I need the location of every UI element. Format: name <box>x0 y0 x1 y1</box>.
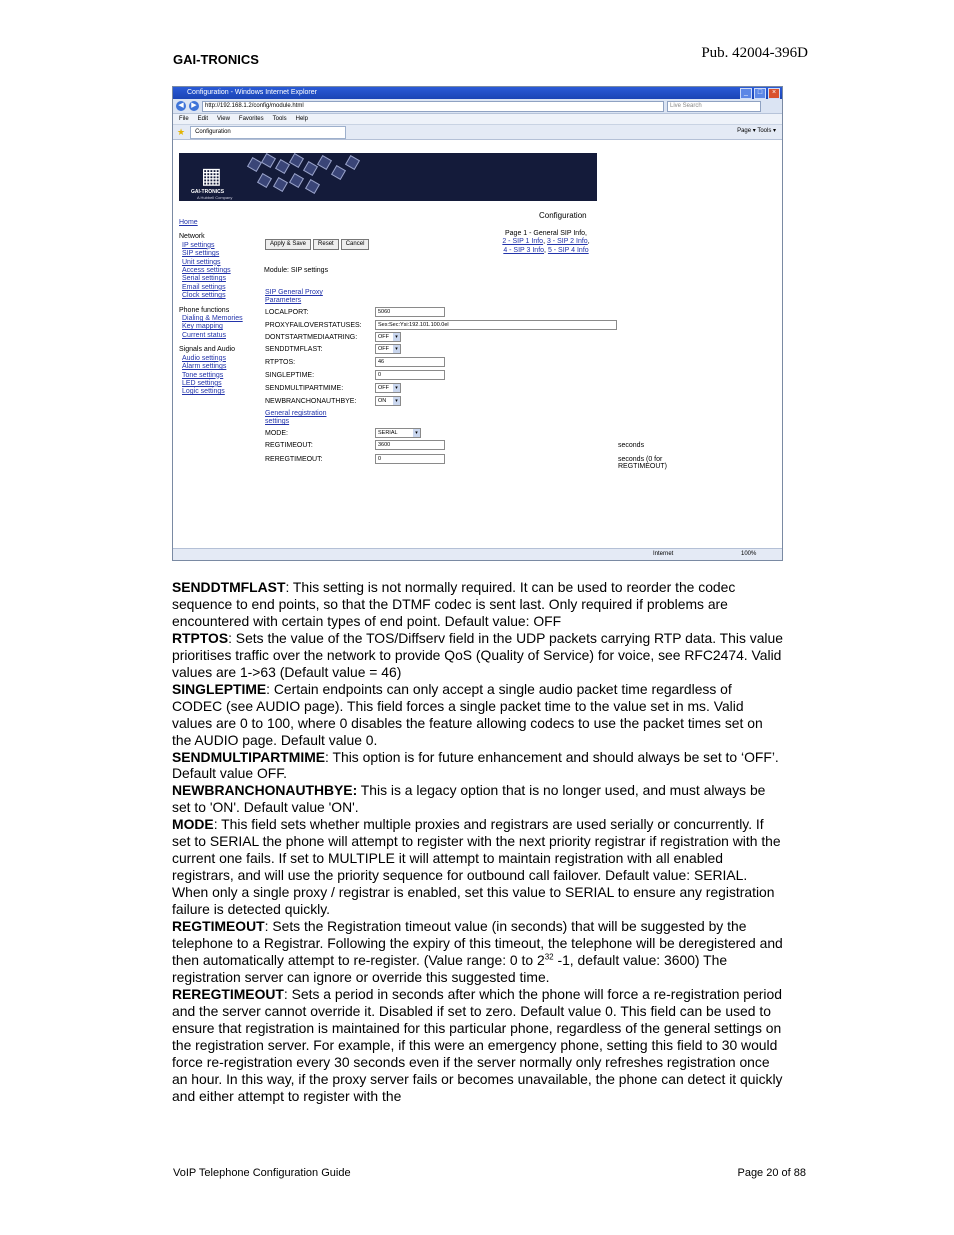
logo-icon: ▦ <box>201 163 222 188</box>
sendmulti-label: SENDMULTIPARTMIME: <box>265 385 344 392</box>
reset-button[interactable]: Reset <box>313 239 339 250</box>
forward-icon[interactable]: ▶ <box>189 101 199 111</box>
sidebar-group-label: Signals and Audio <box>179 346 236 354</box>
newbranch-select[interactable] <box>375 396 401 406</box>
reregtimeout-label: REREGTIMEOUT: <box>265 456 323 463</box>
term: SENDDTMFLAST <box>172 579 286 595</box>
term: NEWBRANCHONAUTHBYE: <box>172 782 358 799</box>
page-content <box>173 144 782 548</box>
rtptos-input[interactable]: 46 <box>375 357 445 367</box>
document-body <box>172 579 784 1105</box>
paragraph-newbranch <box>172 782 784 816</box>
term: SINGLEPTIME <box>172 680 267 697</box>
sidebar-item-alarm[interactable]: Alarm settings <box>182 363 227 371</box>
header-publication: Pub. 42004-396D <box>701 45 808 61</box>
page-link-5[interactable]: 5 - SIP 4 Info <box>547 246 589 254</box>
menu-tools[interactable]: Tools <box>272 116 287 122</box>
sidebar-item-ip[interactable]: IP settings <box>182 241 215 249</box>
zoom-level[interactable]: 100% <box>741 551 757 557</box>
tab-bar <box>173 125 782 140</box>
dontstart-label: DONTSTARTMEDIAATRING: <box>265 334 358 341</box>
cube-icon <box>331 165 346 180</box>
proxyfail-input[interactable]: Ses:Sec:Ysi:192.101.100.0el <box>375 320 617 330</box>
cube-icon <box>303 161 318 176</box>
section-proxy-params[interactable]: SIP General Proxy <box>265 289 323 296</box>
newbranch-value: ON <box>378 398 387 404</box>
cube-icon <box>257 173 272 188</box>
sidebar-home[interactable]: Home <box>179 219 198 226</box>
paragraph-mode <box>172 816 784 918</box>
footer-page-number: Page 20 of 88 <box>737 1167 806 1179</box>
menu-favorites[interactable]: Favorites <box>238 116 264 122</box>
header-company: GAI-TRONICS <box>173 52 259 67</box>
newbranch-label: NEWBRANCHONAUTHBYE: <box>265 398 357 405</box>
sidebar <box>179 219 264 397</box>
menu-file[interactable]: File <box>179 116 189 122</box>
close-icon[interactable]: × <box>768 88 780 99</box>
page-navigation: Page 1 - General SIP Info, 2 - SIP 1 Info, 3 - SIP 2 Info, 4 - SIP 3 Info, 5 - SIP 4 Info <box>481 230 611 255</box>
mode-select[interactable] <box>375 428 421 438</box>
description: : Sets a period in seconds after which the phone will force a re-registration period and the server cannot override it. Disabled if set to zero. Default value 0. This field can be used to ensure that registration is maintained for this particular phone, regardless of the general settings on the registration server. For example, if this were an emergency phone, setting this field to 30 would force re-registration every 30 seconds even if the server normally only refreshes registration once an hour. In this way, if the proxy server fails or becomes unavailable, the phone can detect it quickly and either attempt to register with the <box>172 985 783 1104</box>
sidebar-item-unit[interactable]: Unit settings <box>182 258 221 266</box>
sidebar-item-access[interactable]: Access settings <box>182 267 231 275</box>
mode-label: MODE: <box>265 430 288 437</box>
page-link-4[interactable]: 4 - SIP 3 Info <box>503 246 545 254</box>
reregtimeout-unit: seconds (0 for REGTIMEOUT) <box>618 456 667 470</box>
favorites-star-icon[interactable]: ★ <box>177 126 186 137</box>
description: : Sets the value of the TOS/Diffserv field in the UDP packets carrying RTP data. This value prioritises traffic over the network to provide QoS (Quality of Service) for voice, see RFC2474. Valid values are 1->63 (Default value = 46) <box>172 629 783 680</box>
window-title: Configuration - Windows Internet Explorer <box>187 89 317 96</box>
maximize-icon[interactable]: □ <box>754 88 766 99</box>
senddtmf-value: OFF <box>378 346 389 352</box>
status-bar <box>173 548 782 560</box>
status-zone: Internet <box>653 551 674 557</box>
description: : This setting is not normally required. It can be used to reorder the codec sequence to end points, so that the DTMF codec is sent last. Only required if problems are encountered with certain types of end point. Default value: OFF <box>172 579 736 629</box>
sidebar-group-label: Phone functions <box>179 306 230 314</box>
term: RTPTOS <box>172 629 229 646</box>
description: This is a legacy option that is no longer used, and must always be set to 'ON'. Default value 'ON'. <box>172 782 766 816</box>
sidebar-item-dialing[interactable]: Dialing & Memories <box>182 315 243 323</box>
dontstart-select[interactable] <box>375 332 401 342</box>
page-title: Configuration <box>539 211 587 220</box>
sidebar-item-status[interactable]: Current status <box>182 331 226 339</box>
module-label: Module: SIP settings <box>264 267 329 274</box>
sidebar-group-phone <box>179 307 264 341</box>
sidebar-item-tone[interactable]: Tone settings <box>182 371 224 379</box>
description: : This field sets whether multiple proxies and registrars are used serially or concurrently. If set to SERIAL the phone will attempt to register with the next priority registrar if registration with the current one fails. If set to MULTIPLE it will attempt to maintain registration with all enabled registrars, and will use the priority sequence for outbound call failover. Default value: SERIAL. When only a single proxy / registrar is enabled, set this value to SERIAL to ensure any registration failure is detected quickly. <box>172 816 781 918</box>
page-info-line: Page 1 - General SIP Info, <box>505 230 587 237</box>
cube-icon <box>317 155 332 170</box>
paragraph-reregtimeout <box>172 986 784 1105</box>
cancel-button[interactable]: Cancel <box>341 239 370 250</box>
cube-icon <box>345 155 360 170</box>
chevron-down-icon: ▾ <box>393 333 400 341</box>
cube-icon <box>273 177 288 192</box>
chevron-down-icon: ▾ <box>393 384 400 392</box>
url-input[interactable]: http://192.168.1.2/config/module.html <box>202 101 664 112</box>
footer-title: VoIP Telephone Configuration Guide <box>173 1167 351 1179</box>
chevron-down-icon: ▾ <box>393 397 400 405</box>
description: : Sets the Registration timeout value (in seconds) that will be suggested by the telephone to a Registrar. Following the expiry of this timeout, the telephone will be deregistered and then automatically attempt to re-register. (Value range: 0 to 2 <box>172 918 783 968</box>
menu-help[interactable]: Help <box>295 116 308 122</box>
sidebar-item-audio[interactable]: Audio settings <box>182 354 226 362</box>
senddtmf-select[interactable] <box>375 344 401 354</box>
section-registration[interactable]: General registration <box>265 410 327 417</box>
sidebar-item-logic[interactable]: Logic settings <box>182 388 225 396</box>
dontstart-value: OFF <box>378 334 389 340</box>
menu-bar <box>173 114 782 125</box>
cube-icon <box>305 179 320 194</box>
mode-value: SERIAL <box>378 430 398 436</box>
singleptime-label: SINGLEPTIME: <box>265 372 315 379</box>
menu-edit[interactable]: Edit <box>197 116 209 122</box>
description: : This option is for future enhancement and should always be set to ‘OFF’. Default value OFF. <box>172 748 779 782</box>
sidebar-group-label: Network <box>179 233 205 241</box>
banner-brand: GAI-TRONICS <box>191 189 225 195</box>
paragraph-sendmultipartmime <box>172 749 784 783</box>
regtimeout-label: REGTIMEOUT: <box>265 442 313 449</box>
banner-subtitle: A Hubbell Company <box>197 195 233 200</box>
paragraph-rtptos <box>172 630 784 681</box>
toolbar-page-tools[interactable]: Page ▾ Tools ▾ <box>737 128 776 134</box>
sidebar-item-clock[interactable]: Clock settings <box>182 292 226 300</box>
sendmulti-value: OFF <box>378 385 389 391</box>
address-bar <box>173 99 782 114</box>
term: REGTIMEOUT <box>172 918 265 935</box>
sidebar-group-audio <box>179 346 264 396</box>
reregtimeout-input[interactable]: 0 <box>375 454 445 464</box>
localport-input[interactable]: 5060 <box>375 307 445 317</box>
rtptos-label: RTPTOS: <box>265 359 296 366</box>
cube-icon <box>289 153 304 168</box>
cube-icon <box>275 159 290 174</box>
sidebar-item-email[interactable]: Email settings <box>182 283 226 291</box>
paragraph-senddtmflast <box>172 579 784 630</box>
window-titlebar <box>173 87 782 99</box>
paragraph-singleptime <box>172 681 784 749</box>
sidebar-item-keymap[interactable]: Key mapping <box>182 323 223 331</box>
singleptime-input[interactable]: 0 <box>375 370 445 380</box>
proxyfail-label: PROXYFAILOVERSTATUSES: <box>265 322 362 329</box>
senddtmf-label: SENDDTMFLAST: <box>265 346 323 353</box>
sidebar-item-led[interactable]: LED settings <box>182 379 222 387</box>
term: SENDMULTIPARTMIME <box>172 748 326 765</box>
search-input[interactable]: Live Search <box>667 101 761 112</box>
chevron-down-icon: ▾ <box>393 345 400 353</box>
cube-icon <box>247 157 262 172</box>
menu-view[interactable]: View <box>217 116 230 122</box>
sendmulti-select[interactable] <box>375 383 401 393</box>
term: REREGTIMEOUT <box>172 985 284 1002</box>
regtimeout-input[interactable]: 3600 <box>375 440 445 450</box>
regtimeout-unit: seconds <box>618 442 645 449</box>
banner <box>179 153 597 201</box>
term: MODE <box>172 816 214 833</box>
localport-label: LOCALPORT: <box>265 309 309 316</box>
sidebar-group-network <box>179 233 264 300</box>
back-icon[interactable]: ◀ <box>176 101 186 111</box>
sidebar-item-sip[interactable]: SIP settings <box>182 250 220 258</box>
chevron-down-icon: ▾ <box>413 429 420 437</box>
tab-configuration[interactable]: Configuration <box>190 126 346 139</box>
browser-screenshot <box>172 86 783 561</box>
cube-icon <box>261 153 276 168</box>
minimize-icon[interactable]: _ <box>740 88 752 99</box>
sidebar-item-serial[interactable]: Serial settings <box>182 275 226 283</box>
section-proxy-params-2[interactable]: Parameters <box>265 297 302 304</box>
page-link-3[interactable]: 3 - SIP 2 Info <box>546 238 588 246</box>
section-registration-2[interactable]: settings <box>265 418 290 425</box>
page-link-2[interactable]: 2 - SIP 1 Info <box>502 238 544 246</box>
superscript: 32 <box>544 952 554 962</box>
description: : Certain endpoints can only accept a single audio packet time regardless of CODEC (see AUDIO page). This field forces a single packet time to the value set in ms. Valid values are 0 to 100, where 0 disables the feature allowing codecs to use the packet times set on the AUDIO page. Default value 0. <box>172 680 763 748</box>
cube-icon <box>289 173 304 188</box>
apply-save-button[interactable]: Apply & Save <box>265 239 311 250</box>
action-buttons <box>265 239 369 250</box>
description-cont: -1, default value: 3600) The registration server can ignore or override this suggested time. <box>172 951 728 985</box>
paragraph-regtimeout <box>172 918 784 986</box>
